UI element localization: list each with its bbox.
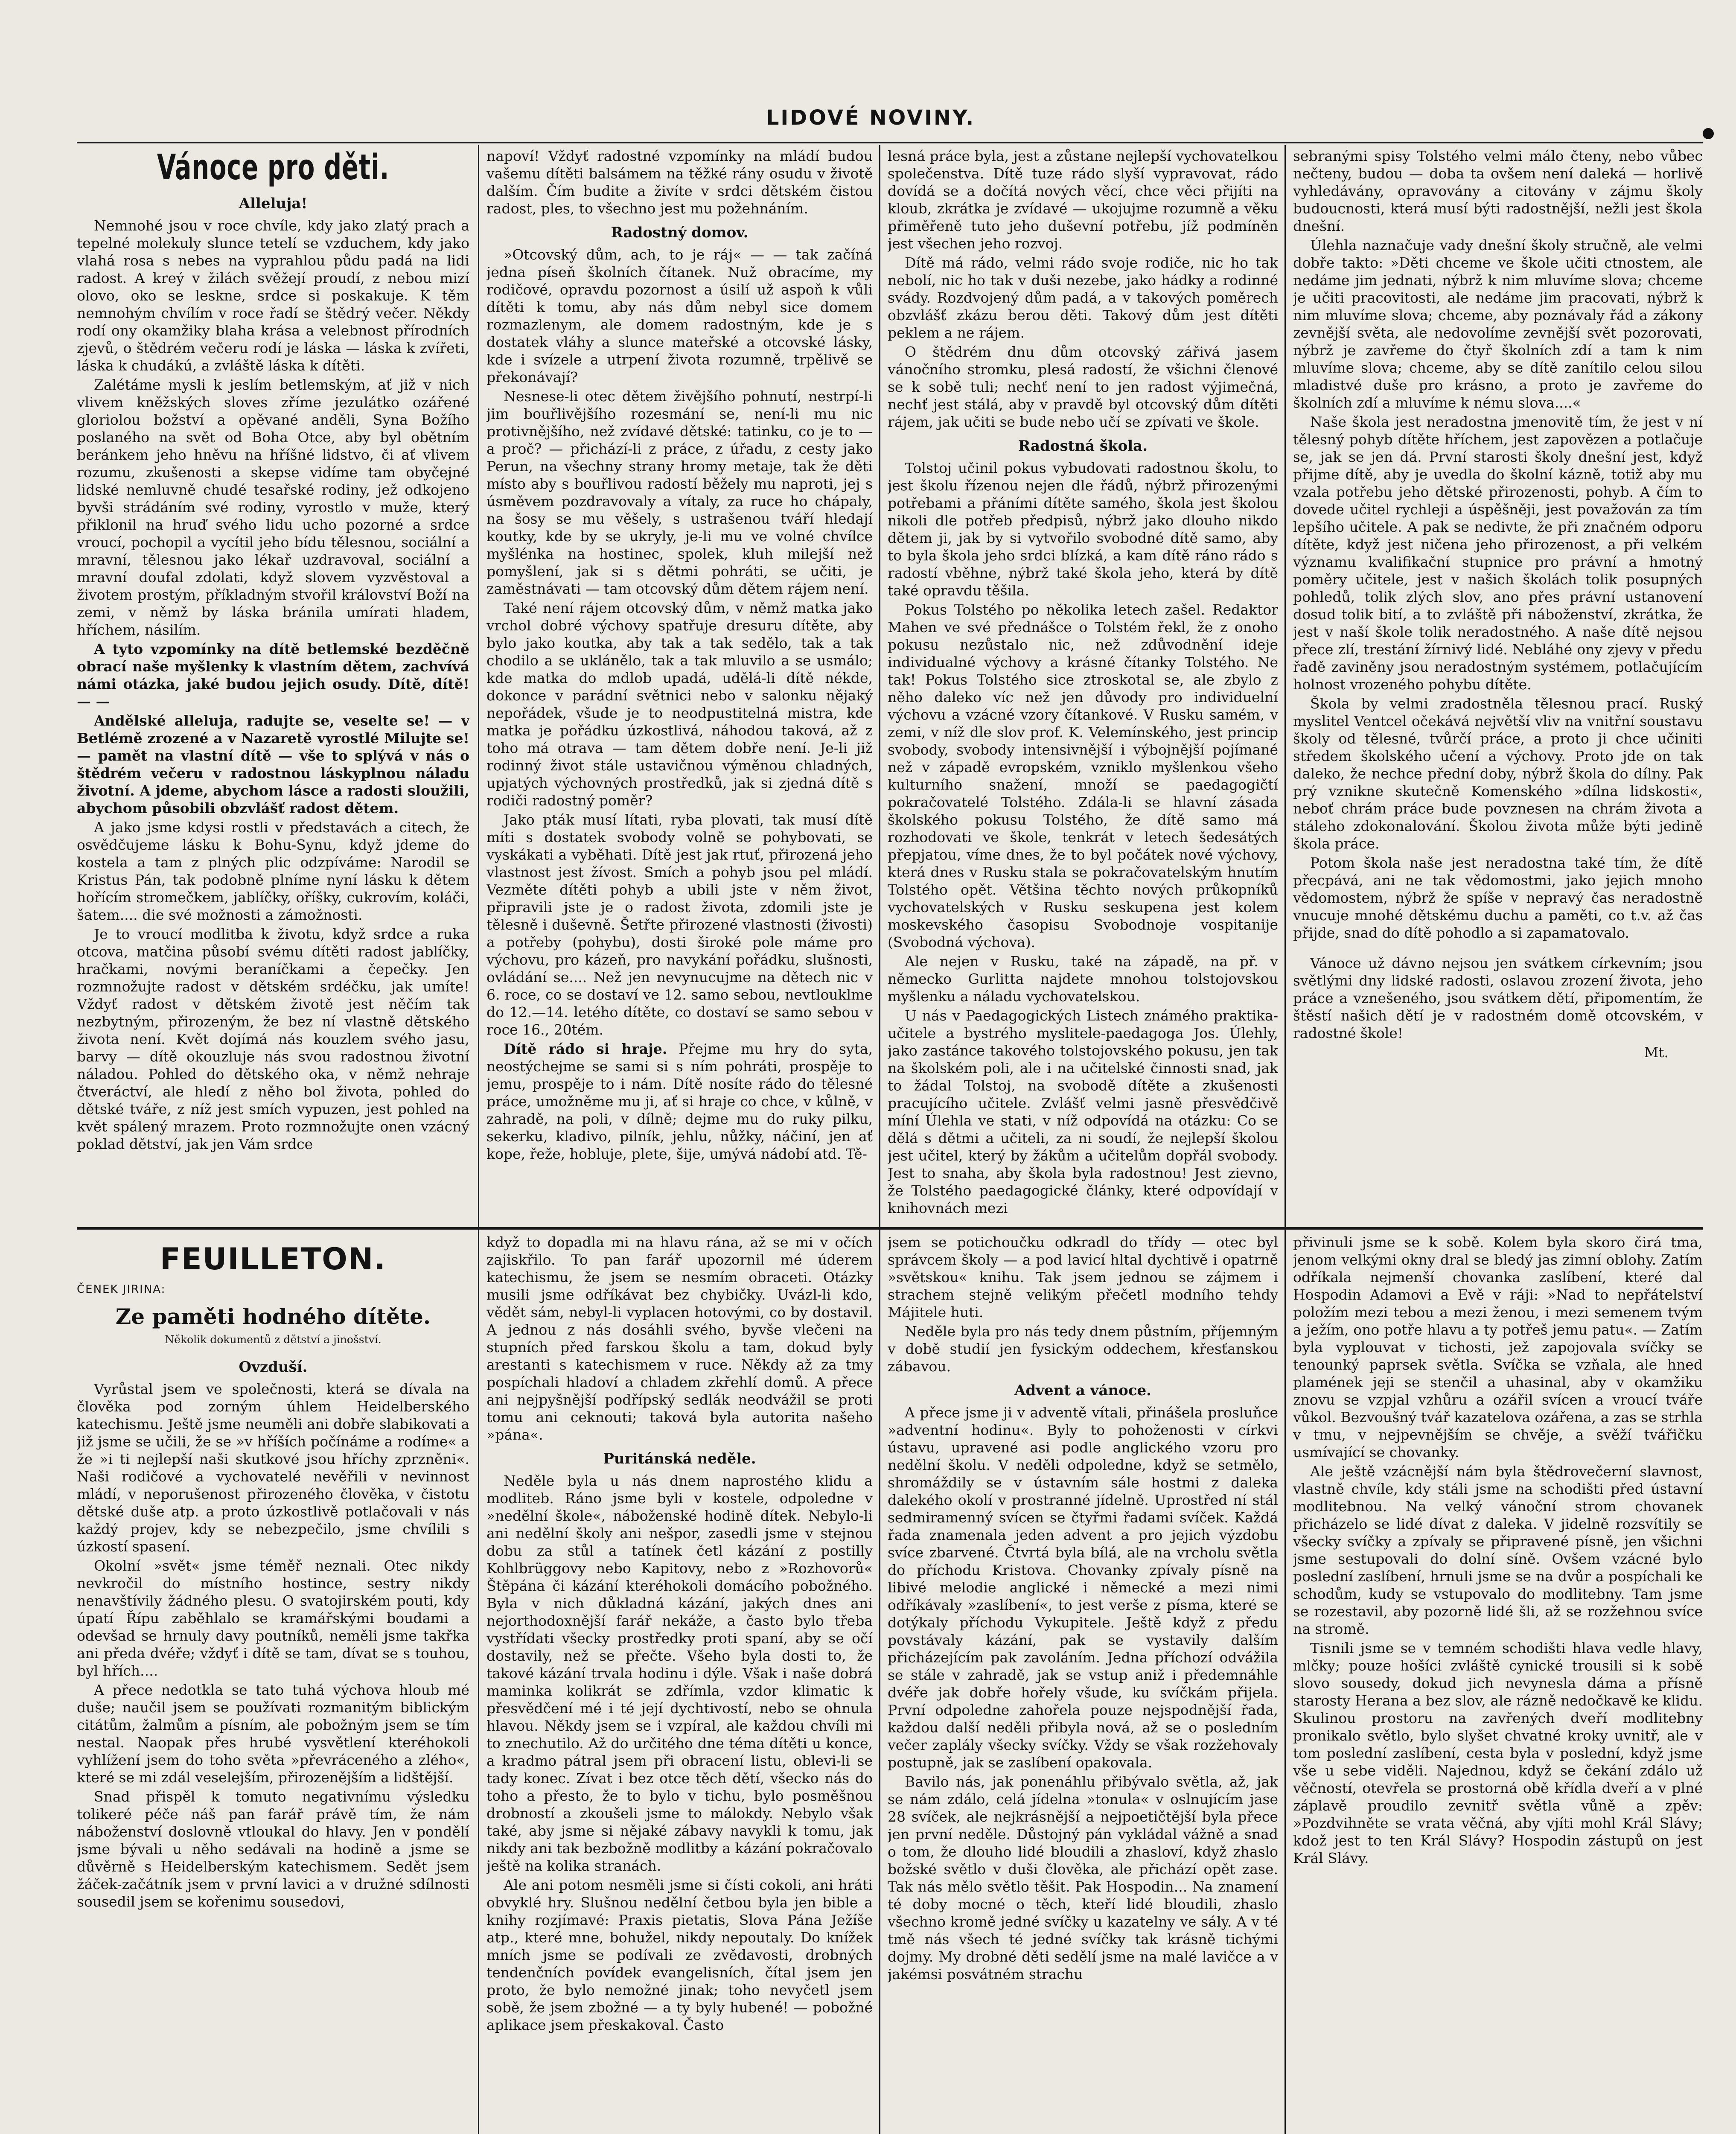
- feuilleton-paragraph: A přece nedotkla se tato tuhá výchova hloub mé duše; naučil jsem se používati rozmanitým biblickým citátům, žalmům a písním, ale pobožným jsem se tím nestal. Naopak přes hrubé vysvětlení kteréhokoli vyhlížení jsem do toho světa »převráceného a zlého«, které se mi zdál veselejším, přirozenějším a lidštější.: [77, 1682, 469, 1786]
- ink-dot: [1703, 128, 1714, 139]
- article-paragraph: Naše škola jest neradostna jmenovitě tím, že jest v ní tělesný pohyb dítěte hříchem, jest zapovězen a potlačuje se, jak se jen dá. První starosti školy dnešní jest, když přijme dítě, aby je uvedla do školní kázně, totiž aby mu vzala potřebu jeho dětské přirozenosti, pohyb. A čím to dovede učitel rychleji a úspěšněji, jest považován za tím lepšího učitele. A pak se nedivte, že při značném odporu dítěte, když jest ničena jeho přirozenost, a při velkém významu kvalifikační stupnice pro právní a hmotný poměry učitele, jest v našich školách tolik posupných pohledů, tolik zlých slov, ano přes právní ustanovení dosud tolik bití, a to zvláště při náboženství, zkrátka, že jest v naší škole tolik neradostného. A naše dítě nejsou přece zlí, trestání žírnivý lidé. Nebláhé ony zjevy v předu řadě zaviněny jsou neradostným systémem, potlačujícím holnost vrozeného pohybu dítěte.: [1293, 414, 1703, 693]
- column-rule-2: [879, 145, 880, 2134]
- author-signature: Mt.: [1644, 1044, 1669, 1061]
- article-subtitle: Alleluja!: [239, 195, 308, 212]
- feuilleton-author: ČENEK JIRINA:: [77, 1283, 166, 1296]
- article-paragraph: Škola by velmi zradostněla tělesnou prací. Ruský myslitel Ventcel očekává největší vliv na vnitřní soustavu školy od tělesné, tvůrčí práce, a proto ji chce učiniti středem školského učení a výchovy. Proto jde on tak daleko, že nechce přední doby, nýbrž škola do dílny. Pak prý vznikne skutečně Komenského »dílna lidskosti«, neboť chrám práce bude povznesen na chrám života a stáleho zdokonalování. Školou života může býti jedině škola práce.: [1293, 695, 1703, 852]
- article-paragraph: [486, 1040, 873, 1163]
- feuilleton-paragraph: Neděle byla pro nás tedy dnem půstním, příjemným v době studií jen fysickým oddechem, křesťanskou zábavou.: [888, 1323, 1278, 1375]
- feuilleton-paragraph: Tisnili jsme se v temném schodišti hlava vedle hlavy, mlčky; pouze hošíci zvláště cynické trousili si k sobě slovo sousedy, dokud jich nevynesla dáma a přísně starosty Herana a bez slov, ale rázně nedočkavě ke klidu. Skulinou prostoru na zavřených dveří modlitebny pronikalo světlo, bylo slyšet chvatné kroky uvnitř, ale v tom poslední zaslíbení, cesta byla v poslední, když jsme vše u sebe viděli. Najednou, když se čekání zdálo už věčností, otevřela se prostorná obě křídla dveří a v plné záplavě proudilo zevnitř světla vůně a zpěv: »Pozdvihněte se vrata věčná, aby vjíti mohl Král Slávy; kdož jest to ten Král Slávy? Hospodin zástupů on jest Král Slávy.: [1293, 1640, 1703, 1866]
- article-paragraph: sebranými spisy Tolstého velmi málo čteny, nebo vůbec nečteny, budou — doba ta ovšem není daleká — horlivě vyhledávány, opravovány a citovány v zájmu školy budoucnosti, která musí býti radostnější, nežli jest škola dnešní.: [1293, 148, 1703, 234]
- inline-heading: Dítě rádo si hraje.: [504, 1041, 667, 1057]
- article-paragraph: Jako pták musí lítati, ryba plovati, tak musí dítě míti s dostatek svobody volně se pohybovati, se vyskákati a vyběhati. Dítě jest jak rtuť, přirozená jeho vlastnost jest žívost. Smích a pohyb jsou pel mládí. Vezměte dítěti pohyb a ubili jste v něm život, připravili jste je o radost života, zdomili jste je tělesně i duševně. Šetřte přirozené vlastnosti (živosti) a potřeby (pohybu), dosti široké pole máme pro výchovu, pro kázeň, pro navykání pořádku, slušnosti, ovládání se.... Než jen nevynucujme na dětech nic v 6. roce, co se dostaví ve 12. samo sebou, nevtlouklme do 12.—14. letého dítěte, co dostaví se samo sebou v roce 16., 20tém.: [486, 811, 873, 1038]
- article-paragraph: A jako jsme kdysi rostli v představách a citech, že osvědčujeme lásku k Bohu-Synu, když jdeme do kostela a tam z plných plic odzpíváme: Narodil se Kristus Pán, tak podobně plníme nyní lásku k dětem hořícím stromečkem, jablíčky, oříšky, cukrovím, koláči, šatem.... die své možnosti a zámožnosti.: [77, 819, 469, 923]
- article-paragraph: Zalétáme mysli k jeslím betlemským, ať již v nich vlivem kněžských sloves zříme jezulátko ozářené gloriolou božství a opěvané anděli, Syna Božího poslaného na svět od Boha Otce, aby byl obětním beránkem jeho hněvu na hříšné lidstvo, či ať vlivem rozumu, zkušenosti a skepse vidíme tam obyčejné lidské nemluvně chudé tesařské rodiny, jež odkojeno byvši strádáním své rodiny, vyrostlo v muže, který přiklonil na hruď svého lidu ucho pozorné a srdce vroucí, pochopil a vycítil jeho bídu tělesnou, sociální a mravní, tělesnou jako lékař uzdravoval, sociální a mravní doufal zdolati, když slovem vyzvěstoval a životem prostým, příkladným stvořil království Boží na zemi, v němž by láska bránila umírati hladem, hříchem, násilím.: [77, 376, 469, 638]
- feuilleton-column-2: [486, 1233, 873, 2134]
- article-paragraph: Úlehla naznačuje vady dnešní školy stručně, ale velmi dobře takto: »Děti chceme ve škole učiti ctnostem, ale nedáme jim jednati, nýbrž k nim mluvíme slova; chceme je učiti pracovitosti, ale nedáme jim pracovati, nýbrž k nim mluvíme slova; chceme, aby poznávaly řád a zákony zevnější světa, ale nedovolíme zevnější svět pozorovati, nýbrž je zavřeme do čtyř školních zdí a tam k nim mluvíme slova; chceme, aby se dítě zanítilo celou silou mladistvé duše pro krásno, a proto je zavřeme do školních zdí a mluvíme k nému slova....«: [1293, 237, 1703, 411]
- article-column-3: [888, 147, 1278, 1223]
- feuilleton-paragraph: Okolní »svět« jsme téměř neznali. Otec nikdy nevkročil do místního hostince, sestry nikdy nenavštívily žádného plesu. O svatojirském pouti, kdy úpatí Řípu zaběhlalo se kramářskými boudami a odevšad se hrnuly davy poutníků, neměli jsme takřka ani předa dvéře; vždyť i dítě se tam, dívat se s touhou, byl hřích....: [77, 1557, 469, 1679]
- article-paragraph: Dítě má rádo, velmi rádo svoje rodiče, nic ho tak nebolí, nic ho tak v duši nezebe, jako hádky a rodinné svády. Rozdvojený dům padá, a v takových poměrech obzvlášť zkázu berou děti. Takový dům jest dítěti peklem a ne rájem.: [888, 254, 1278, 341]
- section-heading: Radostný domov.: [611, 224, 749, 241]
- article-paragraph: O štědrém dnu dům otcovský zářivá jasem vánočního stromku, plesá radostí, že všichni členové se k sobě tuli; nechť není to jen radost výjimečná, nechť jest stálá, aby v pravdě byl otcovský dům dítěti rájem, jak učiti se bude nebo učí se zpívati ve škole.: [888, 344, 1278, 430]
- article-paragraph: Je to vroucí modlitba k životu, když srdce a ruka otcova, matčina působí svému dítěti radost jablíčky, hračkami, novými beraníčkami a čepečky. Jen rozmnožujte radost v dětském srdéčku, jak umíte! Vždyť radost v dětském životě jest něčím tak nezbytným, přirozeným, že bez ní vlastně dětského života není. Květ dojímá nás kouzlem svého jasu, barvy — dítě okouzluje nás svou radostnou životní náladou. Pohled do dětského oka, v němž nehraje čtveráctví, ale hledí z něho bol života, pohled do dětské tváře, z níž jest smích vypuzen, jest pohled na květ spálený mrazem. Proto rozmnožujte onen vzácný poklad dětství, jak jen Vám srdce: [77, 926, 469, 1152]
- feuilleton-header: FEUILLETON.: [160, 1242, 386, 1277]
- article-column-2: [486, 147, 873, 1223]
- article-paragraph: Také není rájem otcovský dům, v němž matka jako vrchol dobré výchovy spatřuje dresuru dítěte, aby bylo jako koutka, aby tak a tak sedělo, tak a tak chodilo a se uklánělo, tak a tak mluvilo a se usmálo; kde matka do mdlob upadá, udělá-li dítě nékde, dokonce v parádní světnici nebo v salonku nějaký nepořádek, všude je to neodpustitelná mistra, kde matka je pořádku úzkostlivá, náhodou taková, až z toho má otrava — tam dětem dobře není. Je-li již rodinný život stále ustavičnou výměnou chladných, upjatých výchovných prostředků, jak si zjedná dítě s rodiči radostný poměr?: [486, 600, 873, 809]
- feuilleton-paragraph: Bavilo nás, jak ponenáhlu přibývalo světla, až, jak se nám zdálo, celá jídelna »tonula« v oslnujícím jase 28 svíček, ale nejkrásnější a nejpoetičtější byla přece jen první neděle. Důstojný pán vykládal vážně a snad o tom, že dlouho lidé bloudili a zhasloví, když zhaslo božské světlo v duši člověka, ale přichází opět zase. Tak nás mělo světlo těšit. Pak Hospodin... Na znamení té doby mocné o těch, kteří lidé bloudili, zhaslo všechno kromě jedné svíčky u kazatelny ve sály. A v té tmě nás všech té jedné svíčky tak krásně tichými dojmy. My drobné děti sedělí jsme na malé lavičce a v jakémsi posvátném strachu: [888, 1773, 1278, 1982]
- section-heading: Advent a vánoce.: [1014, 1382, 1152, 1399]
- feuilleton-paragraph: Ale ani potom nesměli jsme si čísti cokoli, ani hráti obvyklé hry. Slušnou nedělní četbou byla jen bible a knihy rozjímavé: Praxis pietatis, Slova Pána Ježíše atp., které mne, bohužel, nikdy nepoutaly. Do knížek mních jsme se podívali ze zvědavosti, drobných tendenčních povídek evangelisních, čítal jsem jen proto, že bylo nemožné jinak; toho nevyčetl jsem sobě, že jsem zbožné — a ty byly hubené! — pobožné aplikace jsem přeskakoval. Často: [486, 1877, 873, 2033]
- article-column-4: [1293, 147, 1703, 1223]
- feuilleton-paragraph: přivinuli jsme se k sobě. Kolem byla skoro čirá tma, jenom velkými okny dral se bledý jas zimní oblohy. Zatím odříkala nejmenší chovanka zaslíbení, které dal Hospodin Adamovi a Evě v ráji: »Nad to nepřátelství položím mezi tebou a mezi ženou, i mezi semenem tvým a ježím, ono potře hlavu a ty potřeš jemu patu«. — Zatím byla vyplouvat v tichosti, jež zapojovala svíčky se tenounký paprsek světla. Svíčka se vzňala, ale hned plamének jeji se stenčil a uhasinal, aby v okamžiku znovu se vzpjal vzhůru a ozářil svícen a vroucí tváře vůkol. Bezvoušný tvář kazatelova ozářena, a zas se strhla v tmu, v nejpevnějším se chvěje, a svěží tvářičku usmívající se chovanky.: [1293, 1234, 1703, 1461]
- article-paragraph: lesná práce byla, jest a zůstane nejlepší vychovatelkou společenstva. Dítě tuze rádo slyší vypravovat, rádo dovídá se a dočítá nových věcí, chce věci přijíti na kloub, zkrátka je zvídavé — ukojujme rozumně a věku přiměřeně tuto jeho duševní potřebu, jíž podmíněn jest všechen jeho rozvoj.: [888, 148, 1278, 252]
- feuilleton-paragraph: A přece jsme ji v adventě vítali, přinášela prosluňce »adventní hodinu«. Byly to pohoženosti v církvi ústavu, upravené asi podle anglického vzoru pro nedělní školu. V neděli odpoledne, když se setmělo, shromáždily se v ústavním sále hostmi z daleka dalekého okolí v prostranné jídelně. Uprostřed ní stál sedmiramenný svícen se čtyřmi řadami svíček. Každá řada znamenala jeden advent a pro jejich výzdobu svíce zbarvené. Čtvrtá byla bílá, ale na vrcholu světla do příchodu Kristova. Chovanky zpívaly písně na libivé melodie anglické i německé a mezi nimi odříkávaly »zaslíbení«, to jest verše z písma, které se dotýkaly příchodu Vykupitele. Ještě když z předu povstávaly kázání, pak se vystavily dalším přicházejícím pak zavoláním. Jedna příchozí odvážila se stále v zahradě, jak se vstup aniž i předemnáhle dvéře jak dobře hořely všude, ku svíčkám přijela. První odpoledne zahořela pouze nejspodnější řada, každou další neděli přibyla nová, až se o posledním večer zaplály všecky svíčky. Vždy se však rozžehovaly postupně, jak se zaslíbení opakovala.: [888, 1404, 1278, 1771]
- feuilleton-subtitle: Několik dokumentů z dětství a jinošství.: [165, 1333, 382, 1346]
- feuilleton-column-3: [888, 1233, 1278, 2134]
- masthead: LIDOVÉ NOVINY.: [766, 106, 976, 130]
- feuilleton-column-4: [1293, 1233, 1703, 2134]
- article-paragraph: Potom škola naše jest neradostna také tím, že dítě přecpává, ani ne tak vědomostmi, jako jejich mnoho vědomostem, nýbrž že spíše v nepravý čas neradostně vnucuje mnohé dětskému duchu a paměti, co t.v. až čas přijde, snad do dítě pohodlo a si zapamatovalo.: [1293, 854, 1703, 941]
- section-heading: Ovzduší.: [239, 1359, 308, 1376]
- article-paragraph: Pokus Tolstého po několika letech zašel. Redaktor Mahen ve své přednášce o Tolstém řekl, že z onoho pokusu nezůstalo nic, než zdůvodnění ideje individualné výchovy a krásné čítanky Tolstého. Ne tak! Pokus Tolstého sice ztroskotal se, ale zbylo z něho daleko víc než jen důvody pro individuelní výchovu a vzácné vzory čítankové. V Rusku samém, v zemi, v níž dle slov prof. K. Velemínského, jest princip svobody, svobody intensivnější i výbojnější pojímané než v západě evropském, vzniklo myšlenkou všeho kulturního snažení, množí se paedagogičtí pokračovatelé Tolstého. Zdála-li se hlavní zásada školského pokusu Tolstého, že dítě samo má rozhodovati ve škole, tenkrát v letech šedesátých přepjatou, víme dnes, že to byl počátek nové výchovy, která dnes v Rusku stala se pokračovatelským hnutím Tolstého opět. Většina těchto nových průkopníků vychovatelských v Rusku seskupena jest kolem moskevského časopisu Svobodnoje vospitanije (Svobodná výchova).: [888, 601, 1278, 950]
- feuilleton-column-1: [77, 1233, 469, 2134]
- article-paragraph: »Otcovský dům, ach, to je ráj« — — tak začíná jedna píseň školních čítanek. Nuž obracíme, my rodičové, opravdu pozornost a úsilí už aspoň k vůli dítěti k tomu, aby nás dům nebyl sice domem rozmazlenym, ale domem radostným, kde je s dostatek vláhy a slunce mateřské a otcovské lásky, kde i svízele a utrpení života rozumně, trpělivě se překonávají?: [486, 246, 873, 385]
- feuilleton-separator: [77, 1227, 1703, 1230]
- article-paragraph: Ale nejen v Rusku, také na západě, na př. v německo Gurlitta najdete mnohou tolstojovskou myšlenku a náladu vychovatelskou.: [888, 953, 1278, 1005]
- masthead-rule: [77, 142, 1703, 143]
- article-paragraph: Vánoce už dávno nejsou jen svátkem církevním; jsou světlými dny lidské radosti, oslavou zrození života, jeho práce a vznešeného, jsou svátkem dětí, připomentím, že štěstí našich dětí je v radostném domě otcovském, v radostné škole!: [1293, 955, 1703, 1041]
- article-paragraph: U nás v Paedagogických Listech známého praktika-učitele a bystrého myslitele-paedagoga Jos. Úlehly, jako zastánce takového tolstojovského pokusu, jen tak na školském poli, ale i na učitelské činnosti snad, jak to žádal Tolstoj, na svobodě dítěte a zkušenosti pracujícího učitele. Zvlášť velmi jasně přesvědčivě míní Úlehla ve stati, v níž odpovídá na otázku: Co se dělá s dětmi a učiteli, za ni soudí, že nejlepší školou jest učitel, který by žákům a učitelům dopřál svobody. Jest to snaha, aby škola byla radostnou! Jest zievno, že Tolstého paedagogické články, které odpovídají v knihovnách mezi: [888, 1007, 1278, 1216]
- article-paragraph: Nemnohé jsou v roce chvíle, kdy jako zlatý prach a tepelné molekuly slunce tetelí se vzduchem, kdy jako vlahá rosa s nebes na vyprahlou půdu padá na lidi radost. A kreý v žilách svěžejí proudí, z nebou mizí olovo, oko se leskne, srdce si poskakuje. K těm nemnohým chvílím v roce řadí se štědrý večer. Někdy rodí ony okamžiky blaha krása a velebnost přírodních zjevů, o štědrém večeru rodí je láska — láska k zvířeti, láska k chudákú, a zvláště láska k dítěti.: [77, 217, 469, 374]
- feuilleton-paragraph: jsem se potichoučku odkradl do třídy — otec byl správcem školy — a pod lavicí hltal dychtivě i opatrně »světskou« knihu. Tak jsem jednou se zájmem i strachem stejně velikým přečetl modního tehdy Májitele huti.: [888, 1234, 1278, 1321]
- feuilleton-title: Ze paměti hodného dítěte.: [115, 1304, 431, 1329]
- feuilleton-paragraph: když to dopadla mi na hlavu rána, až se mi v očích zajiskřilo. To pan farář upozornil mé úderem katechismu, že jsem se nesmím obraceti. Otázky musili jsme odříkávat bez chybičky. Uvázl-li kdo, vědět sám, nebyl-li vyplacen hotovými, co by dostavil. A jednou z nás dosáhli svého, byvše vlečeni na stupních před farskou školu a tam, dokud byly arestanti s katechismem v ruce. Někdy až za tmy pospíchali hladoví a chladem zkřehlí domů. A přece ani nejpyšnější podřípský sedlák neodvážil se proti tomu ani ceknouti; taková byla autorita našeho »pána«.: [486, 1234, 873, 1443]
- section-heading: Puritánská neděle.: [603, 1450, 756, 1467]
- article-column-1: [77, 147, 469, 1223]
- article-paragraph: Tolstoj učinil pokus vybudovati radostnou školu, to jest školu řízenou nejen dle řádů, nýbrž přirozenými potřebami a přáními dítěte samého, škola jest školou nikoli dle potřeb předpisů, nýbrž jako dlouho nikdo dětem ji, jak by si vytvořilo svobodné dítě samo, aby to byla škola jeho srdci blízká, a kam dítě ráno rádo s radostí vběhne, nýbrž také škola jeho, která by dítě také opravdu těšila.: [888, 460, 1278, 599]
- feuilleton-paragraph: Vyrůstal jsem ve společnosti, která se dívala na člověka pod zorným úhlem Heidelberského katechismu. Ještě jsme neuměli ani dobře slabikovati a již jsme se učili, že se »v hříších počínáme a rodíme« a že »i ti nejlepší naši skutkové jsou hříchy zprzněni«. Naši rodičové a vychovatelé nevěřili v nevinnost mládí, v neporušenost přirozeného člověka, v čistotu dětské duše atp. a proto úzkostlivě potlačovali v nás každý projev, kdy se nebezpečilo, jsme chvílili s úzkostí spasení.: [77, 1381, 469, 1555]
- article-title: Vánoce pro děti.: [157, 147, 390, 188]
- column-rule-1: [478, 145, 479, 2134]
- article-paragraph: napoví! Vždyť radostné vzpomínky na mládí budou vašemu dítěti balsámem na těžké rány osudu v životě dalším. Čím budite a živíte v srdci dětském čistou radost, ples, to všechno jest mu požehnáním.: [486, 148, 873, 217]
- section-heading: Radostná škola.: [1018, 437, 1148, 455]
- feuilleton-paragraph: Neděle byla u nás dnem naprostého klidu a modliteb. Ráno jsme byli v kostele, odpoledne v »nedělní škole«, náboženské hodině dítek. Nebylo-li ani nedělní školy ani nešpor, zasedli jsme v stejnou dobu za stůl a tatínek četl kázání z postilly Kohlbrüggovy nebo Kapitovy, nebo z »Rozhovorů« Štěpána či kázání kteréhokoli domácího pobožného. Byla v nich důkladná kázání, jakých dnes ani nejorthodoxnější farář nekáže, a často bylo třeba vystřídati všecky prostředky proti spaní, aby se očí dostavily, než se přečte. Všeho byla dosti to, že takové kázání trvala hodinu i dýle. Však i naše dobrá maminka kolikrát se zdřímla, vzdor klimatic k přesvědčení mé i té její dychtivostí, nebo se ohnula hlavou. Někdy jsem se i vzpíral, ale každou chvíli mi to znechutilo. Až do určitého dne téma dítěti u konce, a kradmo pátral jsem při obracení listu, oblevi-li se tady konec. Zívat i bez otce těch dětí, všecko nás do toho a přesto, že to bylo v tichu, bylo posměšnou drobností a zkoušeli jsme to málokdy. Nebylo však také, aby jsme si nějaké zábavy navykli k tomu, jak nikdy ani tak bezbožně modlitby a kázání pokračovalo ještě na kolika stranách.: [486, 1472, 873, 1874]
- article-paragraph: Nesnese-li otec dětem živějšího pohnutí, nestrpí-li jim bouřlivějšího rozesmání se, není-li mu nic protivnějšího, než zvídavé dětské: tatinku, co je to — a proč? — přichází-li z práce, z úřadu, z cesty jako Perun, na všechny strany hromy metaje, tak že děti místo aby s bouřlivou radostí běžely mu naproti, jej s úsměvem pozdravovaly a vítaly, za ruce ho chápaly, na šosy se mu věšely, s ustrašenou tváří hledají koutky, kde by se ukryly, je-li mu ve volné chvílce myšlénka na hostinec, spolek, kluh milejší než pomyšlení, jak si s dětmi pohráti, se učiti, je zaměstnávati — tam otcovský dům dětem rájem není.: [486, 388, 873, 597]
- article-paragraph: A tyto vzpomínky na dítě betlemské bezděčně obrací naše myšlenky k vlastním dětem, zachvívá námi otázka, jaké budou jejich osudy. Dítě, dítě! — —: [77, 641, 469, 710]
- feuilleton-paragraph: Snad přispěl k tomuto negativnímu výsledku tolikeré péče náš pan farář právě tím, že nám náboženství doslovně vtloukal do hlavy. Jen v pondělí jsme bývali u něho sedávali na hodině a jsme se důvěrně s Heidelberským katechismem. Sedět jsem žáček-začátník jsem v první lavici a v družné sdílnosti sousedil jsem se kořenimu sousedovi,: [77, 1788, 469, 1910]
- column-rule-3: [1285, 145, 1286, 2134]
- article-text: Přejme mu hry do syta, neostýchejme se sami si s ním pohráti, prospěje to jemu, prospěje to i nám. Dítě nosíte rádo do tělesné práce, umožněme mu ji, ať si hraje co chce, v kůlně, v zahradě, na poli, v dílně; dejme mu do ruky pilku, sekerku, kladivo, pilník, jehlu, nůžky, náčiní, jen ať kope, řeže, hobluje, plete, šije, umývá nádobí atd. Tě-: [486, 1041, 873, 1162]
- article-paragraph: Andělské alleluja, radujte se, veselte se! — v Betlémě zrozené a v Nazaretě vyrostlé Milujte se! — pamět na vlastní dítě — vše to splývá v nás o štědrém večeru v radostnou láskyplnou náladu životní. A jdeme, abychom lásce a radosti sloužili, abychom působili obzvlášť radost dětem.: [77, 712, 469, 816]
- feuilleton-paragraph: Ale ještě vzácnější nám byla štědrovečerní slavnost, vlastně chvíle, kdy stáli jsme na schodišti před ústavní modlitebnou. Na velký vánoční strom chovanek přicházelo se lidé dívat z daleka. V jidelně rozsvítily se všecky svíčky a zpívaly se připravené písně, jen všichni jsme sestupovali do dolní síně. Ovšem vzácné bylo poslední zaslíbení, hrnuli jsme se na dvůr a pospíchali ke schodům, kudy se vstupovalo do modlitebny. Tam jsme se rozestavil, aby pozorně lidé šli, až se rozžehnou svíce na stromě.: [1293, 1463, 1703, 1637]
